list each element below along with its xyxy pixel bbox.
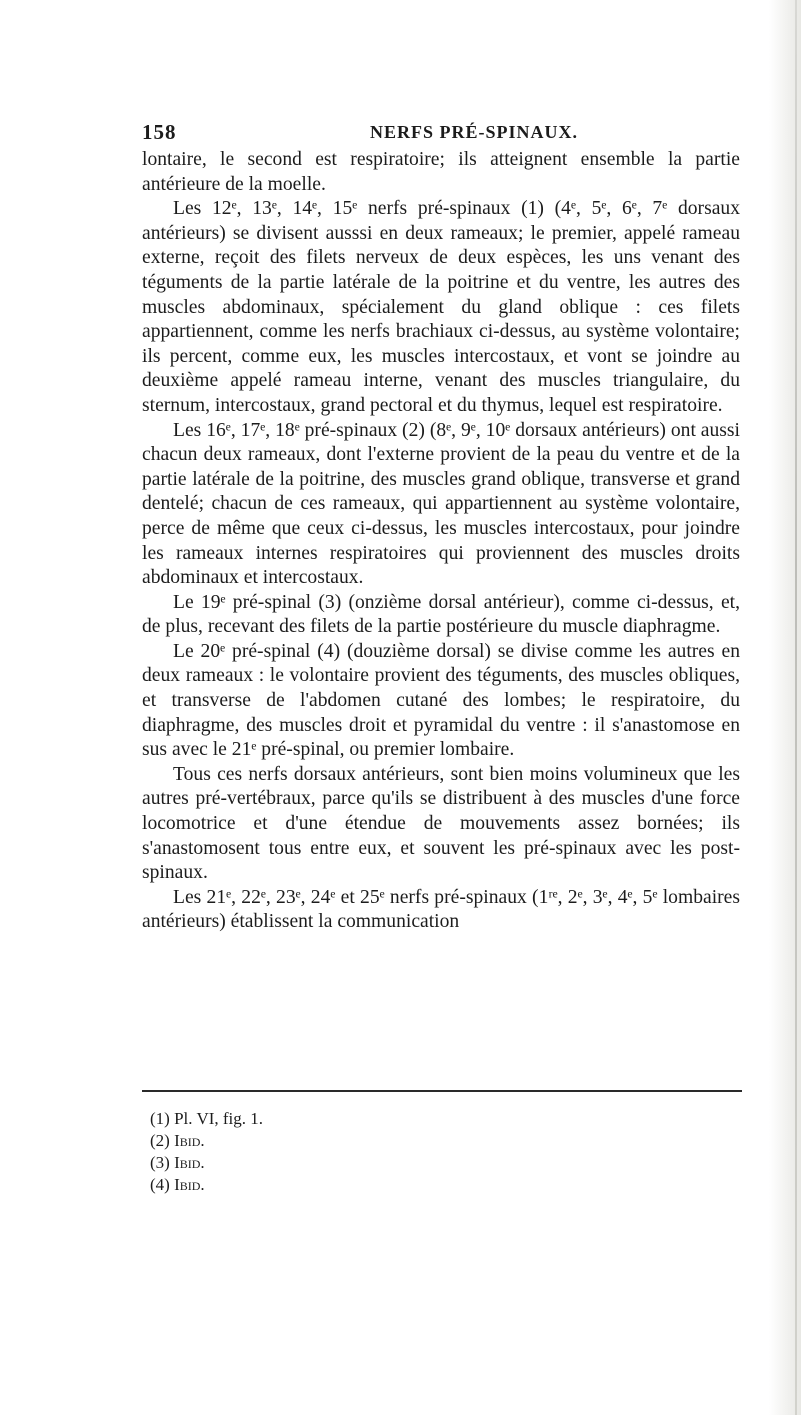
footnote-rule [142, 1090, 742, 1092]
paragraph-nerve-19: Le 19ᵉ pré-spinal (3) (onzième dorsal antérieur), comme ci-dessus, et, de plus, recevant des filets de la partie postérieure du muscle diaphragme. [142, 591, 740, 638]
footnote-1: (1) Pl. VI, fig. 1. [150, 1109, 264, 1128]
paragraph-lumbar-nerves: Les 21ᵉ, 22ᵉ, 23ᵉ, 24ᵉ et 25ᵉ nerfs pré-spinaux (1ʳᵉ, 2ᵉ, 3ᵉ, 4ᵉ, 5ᵉ lombaires antérieurs) établissent la communication [142, 886, 740, 933]
paragraph-nerve-20: Le 20ᵉ pré-spinal (4) (douzième dorsal) se divise comme les autres en deux rameaux : le volontaire provient des téguments, des muscles obliques, et transverse de l'abdomen cutané des lombes; le respiratoire, du diaphragme, des muscles droit et pyramidal du ventre : il s'anastomose en sus avec le 21ᵉ pré-spinal, ou premier lombaire. [142, 640, 740, 761]
paragraph-nerves-12-15: Les 12ᵉ, 13ᵉ, 14ᵉ, 15ᵉ nerfs pré-spinaux (1) (4ᵉ, 5ᵉ, 6ᵉ, 7ᵉ dorsaux antérieurs) se divisent ausssi en deux rameaux; le premier, appelé rameau externe, reçoit des filets nerveux de deux espèces, les uns venant des téguments de la partie latérale de la poitrine et du ventre, les autres des muscles abdominaux, spécialement du gland oblique : ces filets appartiennent, comme les nerfs brachiaux ci-dessus, au système volontaire; ils percent, comme eux, les muscles intercostaux, et vont se joindre au deuxième appelé rameau interne, venant des muscles triangulaire, du sternum, intercostaux, grand pectoral et du thymus, lequel est respiratoire. [142, 198, 740, 416]
body-text [142, 148, 740, 935]
page-number: 158 [142, 120, 177, 144]
running-title: NERFS PRÉ-SPINAUX. [370, 122, 579, 142]
paragraph-continuation: lontaire, le second est respiratoire; ils atteignent ensemble la partie antérieure de la moelle. [142, 149, 740, 195]
footnotes [150, 1108, 263, 1196]
page-edge [795, 0, 797, 1415]
footnote-4: (4) Ibid. [150, 1175, 205, 1194]
footnote-3: (3) Ibid. [150, 1153, 205, 1172]
paragraph-nerves-16-18: Les 16ᵉ, 17ᵉ, 18ᵉ pré-spinaux (2) (8ᵉ, 9ᵉ, 10ᵉ dorsaux antérieurs) ont aussi chacun deux rameaux, dont l'externe provient de la peau du ventre et de la partie latérale de la poitrine, des muscles grand oblique, transverse et grand dentelé; chacun de ces rameaux, qui appartiennent au système volontaire, perce de même que ceux ci-dessus, les muscles intercostaux, pour joindre les rameaux internes respiratoires qui proviennent des muscles droits abdominaux et intercostaux. [142, 419, 740, 589]
paragraph-dorsal-summary: Tous ces nerfs dorsaux antérieurs, sont bien moins volumineux que les autres pré-vertébraux, parce qu'ils se distribuent à des muscles d'une force locomotrice et d'une étendue de mouvements assez bornées; ils s'anastomosent tous entre eux, et souvent les pré-spinaux avec les post-spinaux. [142, 763, 740, 884]
footnote-2: (2) Ibid. [150, 1131, 205, 1150]
